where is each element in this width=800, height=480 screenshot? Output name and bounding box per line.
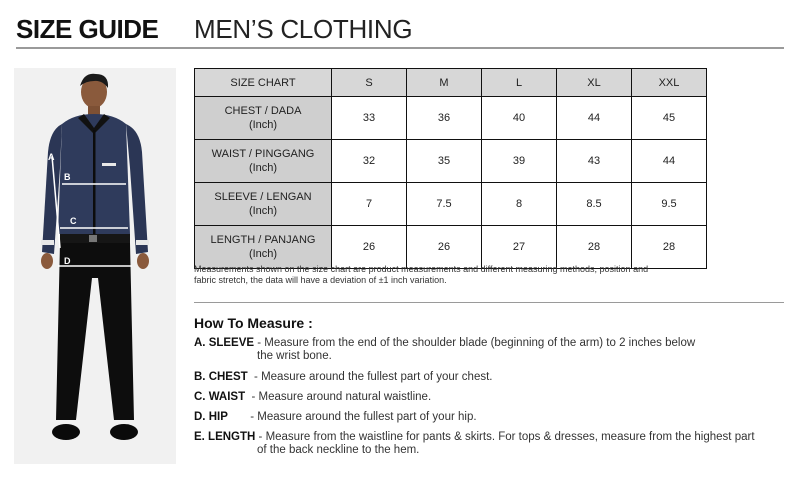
row-label-length: [195, 226, 332, 269]
table-cell: 26: [332, 226, 407, 269]
section-divider: [194, 302, 784, 303]
table-cell: 36: [407, 97, 482, 140]
diagram-label-c: C: [70, 216, 77, 226]
row-unit-text: (Inch): [248, 205, 278, 217]
model-figure: [14, 68, 176, 464]
how-to-key: D. HIP: [194, 411, 228, 423]
row-unit-text: (Inch): [248, 119, 278, 131]
diagram-label-d: D: [64, 256, 71, 266]
row-label-chest: [195, 97, 332, 140]
how-to-text: - Measure around natural waistline.: [245, 391, 432, 403]
how-to-key: C. WAIST: [194, 391, 246, 403]
how-to-item-hip: [194, 411, 794, 424]
table-cell: 7.5: [407, 183, 482, 226]
table-cell: 8.5: [557, 183, 632, 226]
size-chart-table: [194, 68, 707, 269]
table-cell: 26: [407, 226, 482, 269]
how-to-key: A. SLEEVE: [194, 337, 255, 349]
table-row: [195, 226, 707, 269]
note-line: Measurements shown on the size chart are product measurements and different measuring methods, position and: [194, 264, 649, 274]
how-to-item-chest: [194, 371, 794, 384]
table-cell: 45: [632, 97, 707, 140]
table-cell: 44: [632, 140, 707, 183]
size-header-row: [195, 69, 707, 97]
how-to-key: E. LENGTH: [194, 431, 256, 443]
note-line: fabric stretch, the data will have a deviation of ±1 inch variation.: [194, 275, 447, 285]
row-label-sleeve: [195, 183, 332, 226]
row-label-text: LENGTH / PANJANG: [210, 234, 316, 246]
table-cell: 44: [557, 97, 632, 140]
how-to-text: - Measure around the fullest part of your hip.: [227, 411, 477, 423]
table-cell: 40: [482, 97, 557, 140]
row-label-text: WAIST / PINGGANG: [211, 148, 315, 160]
table-cell: 32: [332, 140, 407, 183]
how-to-text-cont: of the back neckline to the hem.: [257, 444, 420, 456]
how-to-item-sleeve: [194, 337, 794, 363]
how-to-text: - Measure around the fullest part of your chest.: [247, 371, 493, 383]
row-unit-text: (Inch): [248, 162, 278, 174]
table-cell: 8: [482, 183, 557, 226]
diagram-label-b: B: [64, 172, 71, 182]
diagram-label-a: A: [48, 152, 55, 162]
row-label-waist: [195, 140, 332, 183]
measurement-note: [194, 264, 734, 286]
row-unit-text: (Inch): [248, 248, 278, 260]
page-subtitle: MEN’S CLOTHING: [194, 14, 413, 44]
size-col-xl: XL: [557, 69, 632, 97]
how-to-text: - Measure from the end of the shoulder blade (beginning of the arm) to 2 inches below: [254, 337, 696, 349]
how-to-item-waist: [194, 391, 794, 404]
how-to-text: - Measure from the waistline for pants & skirts. For tops & dresses, measure from the highest part: [255, 431, 755, 443]
table-cell: 43: [557, 140, 632, 183]
table-cell: 35: [407, 140, 482, 183]
table-row: [195, 183, 707, 226]
row-label-text: CHEST / DADA: [224, 105, 302, 117]
brand-title: SIZE GUIDE: [16, 14, 159, 44]
row-label-text: SLEEVE / LENGAN: [214, 191, 312, 203]
header-divider: [16, 47, 784, 49]
model-illustration: [14, 68, 176, 464]
how-to-key: B. CHEST: [194, 371, 248, 383]
size-col-xxl: XXL: [632, 69, 707, 97]
how-to-item-length: [194, 431, 794, 457]
table-cell: 7: [332, 183, 407, 226]
table-cell: 28: [632, 226, 707, 269]
table-cell: 39: [482, 140, 557, 183]
page-header: [16, 10, 786, 46]
size-col-m: M: [407, 69, 482, 97]
table-row: [195, 140, 707, 183]
how-to-text-cont: the wrist bone.: [257, 350, 332, 362]
table-cell: 28: [557, 226, 632, 269]
table-cell: 27: [482, 226, 557, 269]
table-row: [195, 97, 707, 140]
table-cell: 33: [332, 97, 407, 140]
size-chart-corner: SIZE CHART: [195, 69, 332, 97]
how-to-title: How To Measure :: [194, 315, 313, 331]
size-col-s: S: [332, 69, 407, 97]
size-col-l: L: [482, 69, 557, 97]
table-cell: 9.5: [632, 183, 707, 226]
